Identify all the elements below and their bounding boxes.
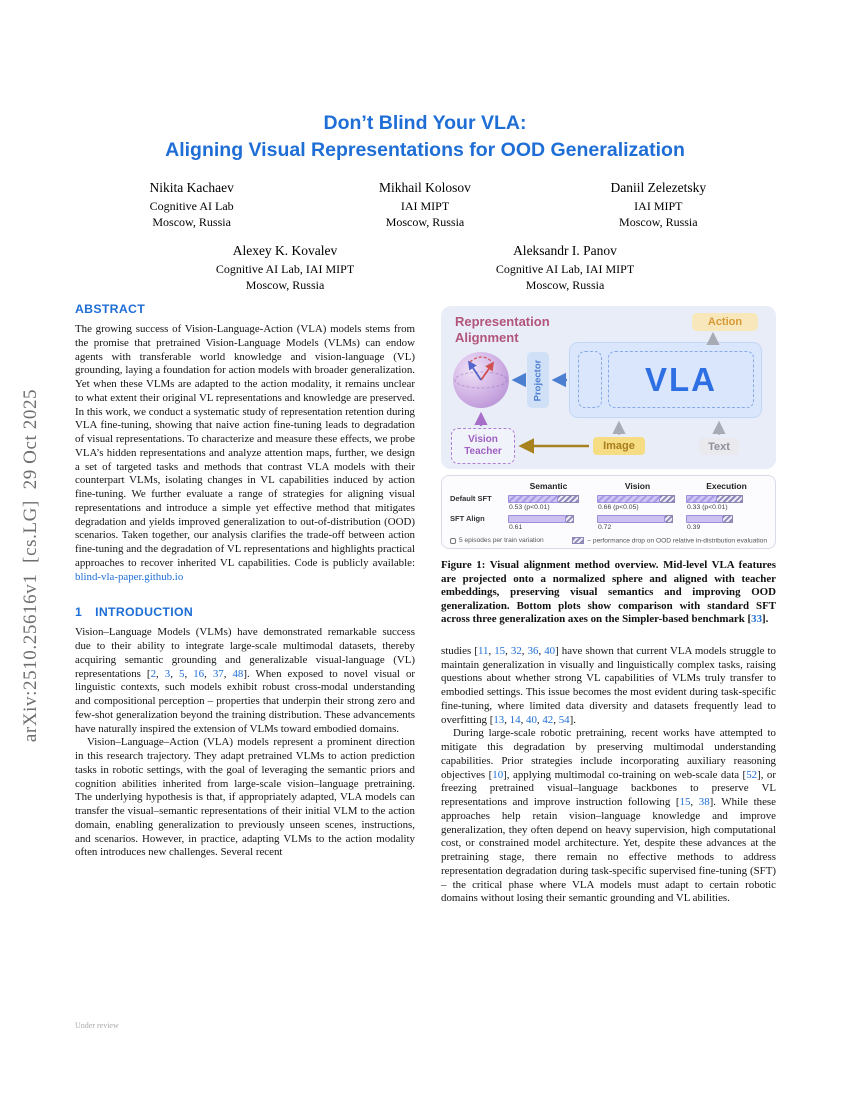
author-name: Daniil Zelezetsky — [610, 180, 707, 195]
bar-align-vision — [597, 515, 665, 523]
title-line-2: Aligning Visual Representations for OOD Generalization — [165, 139, 685, 161]
author-location: Moscow, Russia — [245, 277, 325, 292]
bar-cell — [686, 494, 767, 503]
bar-align-semantic — [508, 515, 566, 523]
bar-default-execution — [686, 495, 717, 503]
alignment-label-line2: Alignment — [455, 330, 519, 345]
ood-drop-segment — [558, 495, 579, 503]
vision-teacher-line2: Teacher — [464, 446, 502, 457]
ood-drop-segment — [665, 515, 673, 523]
author-name: Mikhail Kolosov — [379, 180, 471, 195]
author-location: Moscow, Russia — [525, 277, 605, 292]
bar-value-label: 0.66 (p<0.05) — [598, 504, 639, 511]
intro-paragraph-1: Vision–Language Models (VLMs) have demonstrated remarkable success due to their ability to integrate large-scale multimodal datasets, thereby acquiring semantic grounding and generalizable visual-language (VL) representations [2, 3, 5, 16, 37, 48]. When exposed to novel visual or linguistic contexts, such models exhibit robust cross-modal understanding and compositional perception – properties that underpin their strong zero and few-shot generalization beyond the training distribution. These advancements have naturally inspired the extension of VLMs toward embodied domains. — [75, 626, 416, 735]
authors-row-1 — [75, 180, 775, 230]
chart-footnotes — [450, 537, 767, 544]
bar-value-label: 0.61 — [509, 524, 523, 531]
ood-drop-segment — [717, 495, 743, 503]
bar-default-vision — [597, 495, 660, 503]
bar-default-semantic — [508, 495, 558, 503]
author-name: Nikita Kachaev — [149, 180, 234, 195]
title-line-1: Don’t Blind Your VLA: — [323, 112, 527, 134]
episodes-icon — [450, 538, 456, 544]
bar-cell — [686, 514, 767, 523]
intro-paragraph-2: Vision–Language–Action (VLA) models represent a prominent direction in this research trajectory. They adapt pretrained VLMs to action prediction tasks in robotic settings, with the goal of leveraging the semantic priors and cognition abilities inherited from large-scale vision–language pretraining. The underlying hypothesis is that, if appropriately adapted, VLA models can transfer the visual–semantic representations of their initial VLM to the action domain, enabling generalization to previously unseen scenes, instructions, and scenarios. However, in practice, adapting VLMs to the action modality often introduces new challenges. Several recent — [75, 736, 415, 859]
episodes-footnote-text: 5 episodes per train variation — [459, 537, 544, 545]
bar-cell — [597, 514, 678, 523]
figure-1 — [441, 306, 776, 627]
ood-drop-segment — [660, 495, 675, 503]
series-label-default-sft: Default SFT — [450, 494, 492, 503]
vision-teacher-line1: Vision — [468, 434, 498, 445]
vla-token-slot — [578, 351, 602, 408]
author-block — [75, 180, 308, 230]
vision-teacher-box — [451, 428, 515, 464]
bar-cell — [597, 494, 678, 503]
author-affiliation: IAI MIPT — [400, 199, 450, 213]
ood-drop-legend-text: – performance drop on OOD relative in-distribution evaluation — [587, 537, 767, 545]
action-box: Action — [692, 313, 758, 331]
section-number: 1 — [75, 605, 83, 620]
bar-align-execution — [686, 515, 723, 523]
bar-value-label: 0.72 — [598, 524, 612, 531]
hatched-legend-swatch — [572, 537, 584, 544]
benchmark-bar-chart — [450, 481, 767, 533]
author-location: Moscow, Russia — [619, 214, 698, 229]
under-review-note: Under review — [75, 1021, 119, 1030]
ood-drop-segment — [566, 515, 574, 523]
series-label-sft-align: SFT Align — [450, 514, 485, 523]
right-column — [441, 306, 776, 906]
bar-cell — [508, 514, 589, 523]
representation-alignment-label — [455, 314, 550, 346]
author-block — [542, 180, 775, 230]
ood-drop-legend — [572, 537, 767, 544]
ood-drop-segment — [723, 515, 733, 523]
abstract-text — [75, 323, 415, 584]
author-name: Alexey K. Kovalev — [232, 243, 338, 258]
vla-box — [569, 342, 762, 418]
episodes-footnote — [450, 537, 544, 544]
author-block — [308, 180, 541, 230]
normalized-sphere — [453, 352, 509, 408]
projector-label: Projector — [532, 359, 544, 401]
projector-box — [527, 352, 549, 408]
page-title — [0, 110, 850, 164]
right-paragraph-1: studies [11, 15, 32, 36, 40] have shown that current VLA models struggle to maintain generalization in visually and linguistically complex tasks, raising questions about whether strong VL capabilities of VLMs truly transfer to embodied settings. This issue becomes the most evident during task-specific fine-tuning, where limited data diversity and datasets frequently lead to overfitting [13, 14, 40, 42, 54]. — [441, 644, 776, 726]
section-heading-introduction — [75, 605, 415, 619]
vla-label: VLA — [645, 360, 717, 398]
right-paragraph-2: During large-scale robotic pretraining, recent works have attempted to mitigate this degradation by preserving multimodal understanding capabilities. Prior strategies include incorporating auxiliary reasoning objectives [10], applying multimodal co-training on web-scale data [52], or freezing pretrained visual–language backbones to preserve VL representations and improve instruction following [15, 38]. While these approaches help retain vision–language knowledge and improve generalization, they often depend on heavy supervision, high computational cost, or constrained model architecture. Yet, despite these advances at the pretraining stage, there remain no effective methods to address representation degradation during task-specific supervised fine-tuning (SFT) – the critical phase where VLA models must adapt to certain robotic domains without losing their semantic grounding and VL abilities. — [441, 727, 776, 905]
text-box: Text — [699, 438, 739, 455]
vla-main-slot — [608, 351, 754, 408]
author-affiliation: Cognitive AI Lab — [149, 199, 234, 213]
bar-value-label: 0.33 (p<0.01) — [687, 504, 728, 511]
bar-cell — [508, 494, 589, 503]
chart-group-header-execution: Execution — [706, 481, 747, 491]
chart-group-header-semantic: Semantic — [529, 481, 568, 491]
image-box: Image — [593, 437, 645, 455]
author-block — [425, 243, 705, 293]
abstract-heading: ABSTRACT — [75, 302, 146, 316]
figure-diagram-panel — [441, 306, 776, 469]
author-affiliation: Cognitive AI Lab, IAI MIPT — [495, 262, 635, 276]
left-column — [75, 302, 415, 860]
author-block — [145, 243, 425, 293]
chart-group-header-vision: Vision — [624, 481, 651, 491]
author-affiliation: IAI MIPT — [634, 199, 683, 213]
author-location: Moscow, Russia — [385, 214, 465, 229]
abstract-body: The growing success of Vision-Language-Action (VLA) models stems from the promise that pretrained Vision-Language Models (VLMs) can endow agents with transferable world knowledge and vision-language (VL) grounding, laying a foundation for action models with broader generalization. Yet when these VLMs are adapted to the action modality, it remains unclear to what extent their original VL representations and knowledge are preserved. In this work, we conduct a systematic study of representation retention during VLA fine-tuning, showing that naive action fine-tuning leads to degradation of visual representations. To characterize and measure these effects, we probe VLA’s hidden representations and analyze attention maps, further, we design a set of targeted tasks and methods that contrast VLA models with their counterpart VLMs, isolating changes in VL capabilities induced by action fine-tuning. We further evaluate a range of strategies for aligning visual representations and introduce a simple yet effective method that mitigates degradation and yields improved generalization to out-of-distribution (OOD) scenarios. Taken together, our analysis clarifies the trade-off between action fine-tuning and the degradation of VL representations and highlights practical approaches to recover inherited VL capabilities. Code is publicly available: — [75, 323, 415, 569]
bar-value-label: 0.53 (p<0.01) — [509, 504, 550, 511]
figure-caption: Figure 1: Visual alignment method overview. Mid-level VLA features are projected onto a normalized sphere and aligned with teacher embeddings, preserving visual semantics and improving OOD generalization. Bottom plots show comparison with standard SFT across three generalization axes on the Simpler-based benchmark [33]. — [441, 559, 776, 626]
section-title: INTRODUCTION — [95, 605, 194, 620]
author-location: Moscow, Russia — [152, 214, 231, 229]
author-affiliation: Cognitive AI Lab, IAI MIPT — [215, 262, 355, 276]
authors-row-2 — [145, 243, 705, 293]
figure-chart-panel — [441, 475, 776, 549]
code-link[interactable]: blind-vla-paper.github.io — [75, 570, 184, 583]
arxiv-watermark: arXiv:2510.25616v1 [cs.LG] 29 Oct 2025 — [20, 388, 41, 743]
alignment-label-line1: Representation — [455, 314, 550, 329]
author-name: Aleksandr I. Panov — [513, 243, 617, 258]
bar-value-label: 0.39 — [687, 524, 701, 531]
